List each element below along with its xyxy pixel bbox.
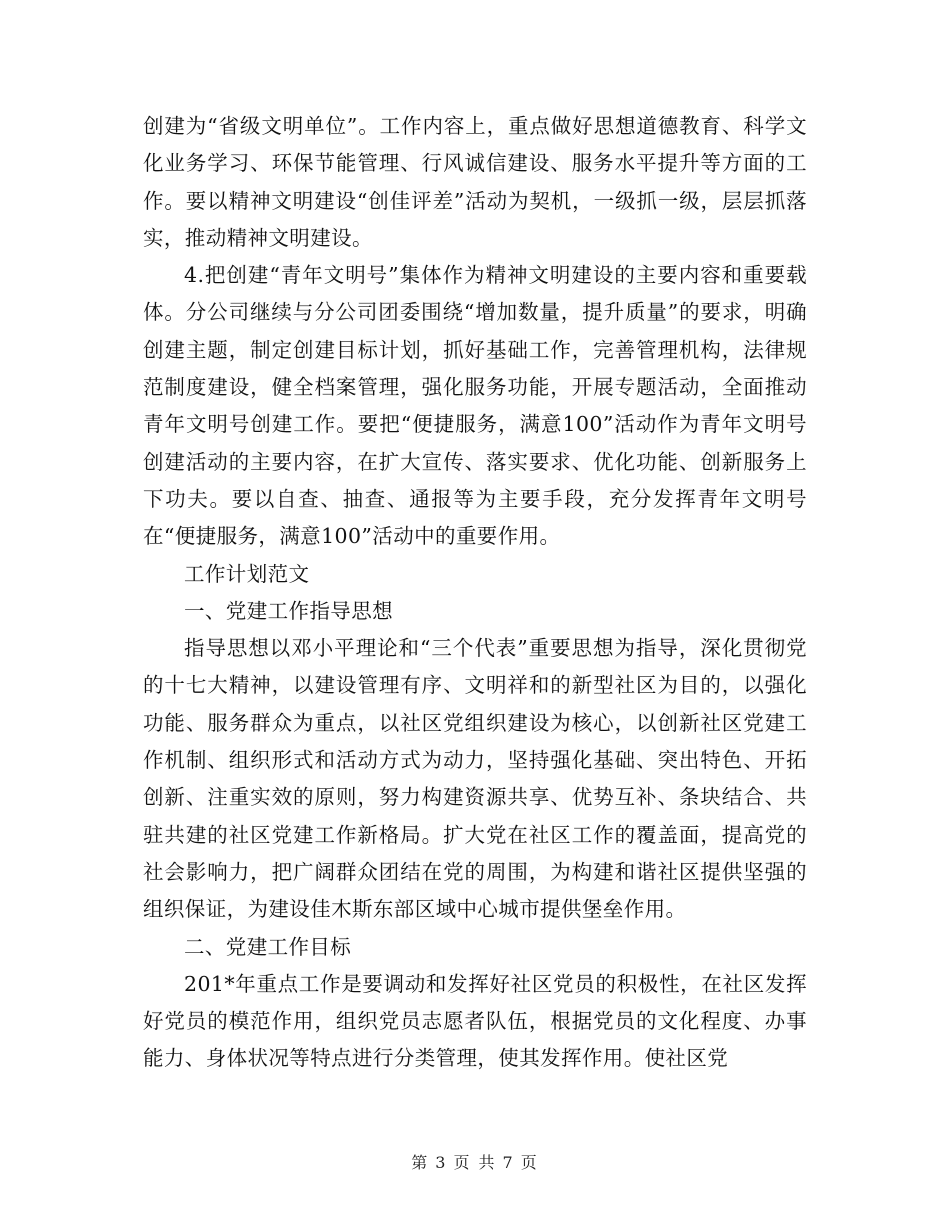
section-title-work-plan: 工作计划范文: [184, 561, 310, 586]
footer-prefix: 第: [411, 1153, 430, 1172]
paragraph-youth-civilization: 4.把创建“青年文明号”集体作为精神文明建设的主要内容和重要载体。分公司继续与分公司团委围绕“增加数量，提升质量”的要求，明确创建主题，制定创建目标计划，抓好基础工作，完善管理机构，法律规范制度建设，健全档案管理，强化服务功能，开展专题活动，全面推动青年文明号创建工作。要把“便捷服务，满意100”活动作为青年文明号创建活动的主要内容，在扩大宣传、落实要求、优化功能、创新服务上下功夫。要以自查、抽查、通报等为主要手段，充分发挥青年文明号在“便捷服务，满意100”活动中的重要作用。: [143, 263, 807, 549]
paragraph-guiding-ideology: 指导思想以邓小平理论和“三个代表”重要思想为指导，深化贯彻党的十七大精神，以建设管理有序、文明祥和的新型社区为目的，以强化功能、服务群众为重点，以社区党组织建设为核心，以创新社区党建工作机制、组织形式和活动方式为动力，坚持强化基础、突出特色、开拓创新、注重实效的原则，努力构建资源共享、优势互补、条块结合、共驻共建的社区党建工作新格局。扩大党在社区工作的覆盖面，提高党的社会影响力，把广阔群众团结在党的周围，为构建和谐社区提供坚强的组织保证，为建设佳木斯东部区域中心城市提供堡垒作用。: [143, 636, 807, 922]
page-footer: [0, 1153, 950, 1173]
paragraph-continuation: 创建为“省级文明单位”。工作内容上，重点做好思想道德教育、科学文化业务学习、环保节能管理、行风诚信建设、服务水平提升等方面的工作。要以精神文明建设“创佳评差”活动为契机，一级抓一级，层层抓落实，推动精神文明建设。: [143, 114, 807, 250]
section-heading-guiding-ideology: 一、党建工作指导思想: [184, 598, 393, 623]
paragraph-work-goals: 201*年重点工作是要调动和发挥好社区党员的积极性，在社区发挥好党员的模范作用，组织党员志愿者队伍，根据党员的文化程度、办事能力、身体状况等特点进行分类管理，使其发挥作用。使社区党: [143, 971, 807, 1071]
footer-suffix: 页: [520, 1153, 539, 1172]
footer-total-pages: 7: [502, 1153, 515, 1172]
section-heading-work-goals: 二、党建工作目标: [184, 934, 352, 959]
document-body: [143, 108, 807, 1078]
footer-middle: 页 共: [453, 1153, 497, 1172]
footer-current-page: 3: [435, 1153, 448, 1172]
